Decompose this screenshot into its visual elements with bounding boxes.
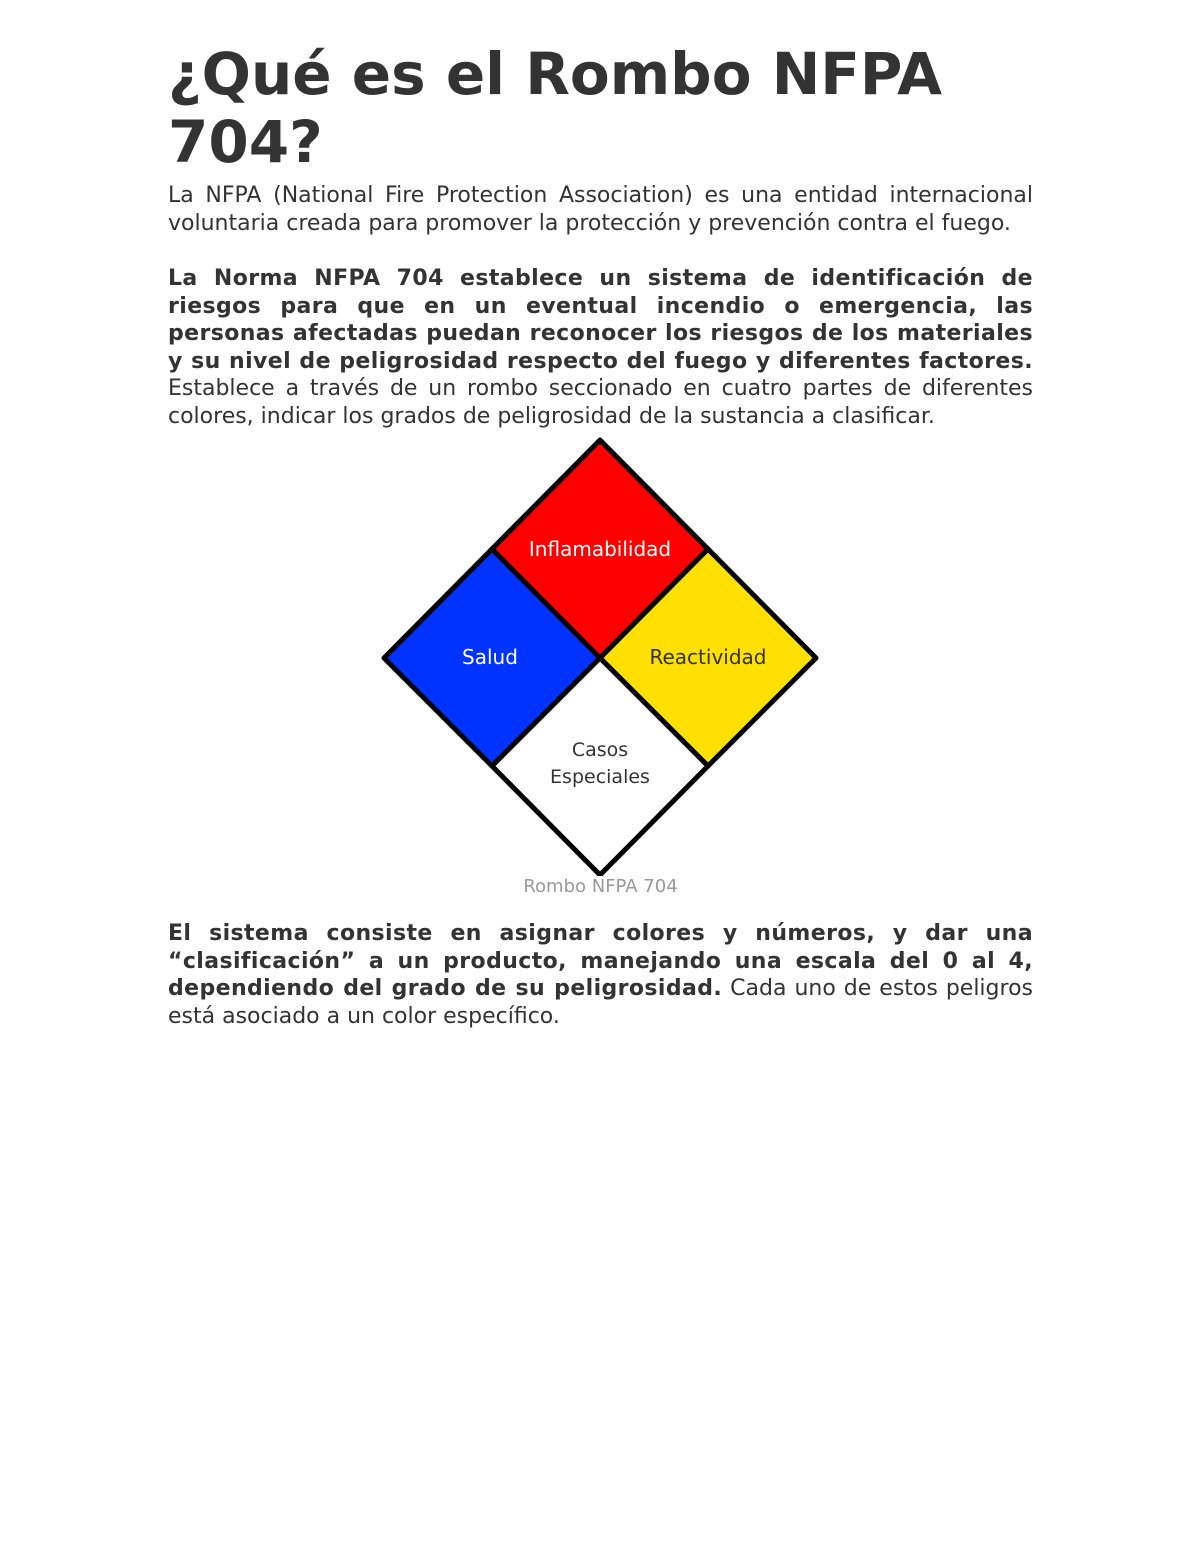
- label-inflamabilidad: Inflamabilidad: [528, 537, 672, 561]
- intro-paragraph: La NFPA (National Fire Protection Association) es una entidad internacional voluntaria creada para promover la protección y prevención contra el fuego.: [168, 183, 1033, 236]
- label-reactividad: Reactividad: [649, 645, 767, 669]
- label-salud: Salud: [462, 645, 518, 669]
- sistema-bold-text: El sistema consiste en asignar colores y números, y dar una “clasificación” a un producto, manejando una escala del 0 al 4, dependiendo del grado de su peligrosidad.: [168, 921, 1033, 1001]
- sistema-paragraph: [168, 920, 1033, 1030]
- norma-paragraph: [168, 265, 1033, 430]
- figure-caption: Rombo NFPA 704: [523, 876, 678, 897]
- label-casos: Casos: [571, 739, 629, 761]
- norma-bold-text: La Norma NFPA 704 establece un sistema de identificación de riesgos para que en un eventual incendio o emergencia, las personas afectadas puedan reconocer los riesgos de los materiales y su nivel de peligrosidad respecto del fuego y diferentes factores.: [168, 266, 1033, 374]
- label-especiales: Especiales: [550, 766, 650, 788]
- document-page: [168, 40, 1033, 1030]
- nfpa-diamond: [168, 436, 1033, 876]
- sistema-regular-text: Cada uno de estos peligros está asociado a un color específico.: [168, 976, 1033, 1029]
- nfpa-diamond-figure: [168, 436, 1033, 906]
- page-title: ¿Qué es el Rombo NFPA 704?: [168, 40, 942, 176]
- norma-regular-text: Establece a través de un rombo seccionado en cuatro partes de diferentes colores, indicar los grados de peligrosidad de la sustancia a clasificar.: [168, 376, 1033, 429]
